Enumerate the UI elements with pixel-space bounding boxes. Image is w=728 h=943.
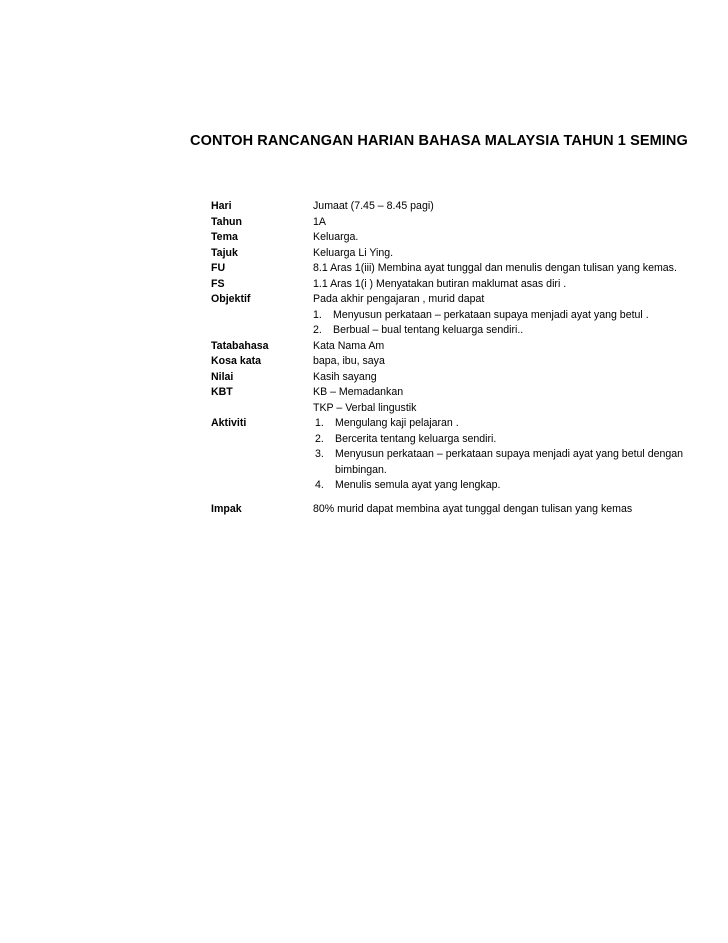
field-value	[313, 292, 728, 339]
field-kosa-kata	[211, 354, 728, 370]
field-label: FU	[211, 262, 226, 274]
list-number: 1.	[313, 308, 322, 321]
list-item	[313, 323, 728, 339]
field-fs	[211, 277, 728, 293]
list-text: Menyusun perkataan – perkataan supaya menjadi ayat yang betul dengan bimbingan.	[335, 448, 684, 476]
field-label: Nilai	[211, 370, 234, 383]
field-value: 1.1 Aras 1(i ) Menyatakan butiran maklumat asas diri .	[313, 277, 567, 290]
field-label: Aktiviti	[211, 417, 247, 429]
field-value: bapa, ibu, saya	[313, 355, 385, 367]
field-objektif	[211, 292, 728, 339]
field-value: Kasih sayang	[313, 370, 377, 383]
field-label: Hari	[211, 200, 232, 212]
list-item	[313, 308, 728, 324]
objektif-intro: Pada akhir pengajaran , murid dapat	[313, 293, 485, 305]
kbt-value-line: TKP – Verbal lingustik	[313, 401, 417, 414]
field-nilai	[211, 370, 728, 386]
list-number: 3.	[315, 448, 324, 460]
kbt-value-line: KB – Memadankan	[313, 386, 404, 398]
field-value	[313, 416, 728, 494]
list-text: Mengulang kaji pelajaran .	[335, 417, 459, 429]
list-number: 4.	[315, 479, 324, 491]
field-value: Kata Nama Am	[313, 339, 385, 352]
field-label: Tatabahasa	[211, 339, 269, 352]
field-label: Tahun	[211, 215, 242, 228]
field-aktiviti	[211, 416, 728, 494]
field-value: Jumaat (7.45 – 8.45 pagi)	[313, 200, 434, 212]
list-number: 1.	[315, 417, 324, 429]
field-tema	[211, 230, 728, 246]
field-tatabahasa	[211, 339, 728, 355]
field-label: KBT	[211, 386, 233, 398]
lesson-plan-fields	[211, 199, 728, 517]
field-value: Keluarga Li Ying.	[313, 246, 394, 259]
list-text: Berbual – bual tentang keluarga sendiri..	[333, 324, 524, 336]
list-item	[315, 432, 728, 448]
field-impak	[211, 502, 728, 518]
list-text: Bercerita tentang keluarga sendiri.	[335, 432, 497, 445]
list-number: 2.	[313, 324, 322, 336]
field-value: Keluarga.	[313, 231, 359, 243]
field-label: Tajuk	[211, 246, 238, 259]
field-value: 80% murid dapat membina ayat tunggal dengan tulisan yang kemas	[313, 502, 633, 515]
field-label: Kosa kata	[211, 355, 262, 367]
document-title: CONTOH RANCANGAN HARIAN BAHASA MALAYSIA TAHUN 1 SEMING	[190, 133, 688, 149]
field-tahun	[211, 215, 728, 231]
list-text: Menulis semula ayat yang lengkap.	[335, 479, 501, 491]
field-value	[313, 385, 728, 416]
field-fu	[211, 261, 728, 277]
list-text: Menyusun perkataan – perkataan supaya menjadi ayat yang betul .	[333, 308, 649, 321]
field-value: 8.1 Aras 1(iii) Membina ayat tunggal dan menulis dengan tulisan yang kemas.	[313, 262, 677, 274]
field-value: 1A	[313, 215, 326, 228]
list-item	[315, 416, 728, 432]
field-label: Impak	[211, 502, 242, 515]
list-item	[315, 447, 728, 478]
field-label: FS	[211, 277, 225, 290]
field-label: Objektif	[211, 293, 251, 305]
list-number: 2.	[315, 432, 324, 445]
field-label: Tema	[211, 231, 238, 243]
field-hari	[211, 199, 728, 215]
field-kbt	[211, 385, 728, 416]
list-item	[315, 478, 728, 494]
field-tajuk	[211, 246, 728, 262]
